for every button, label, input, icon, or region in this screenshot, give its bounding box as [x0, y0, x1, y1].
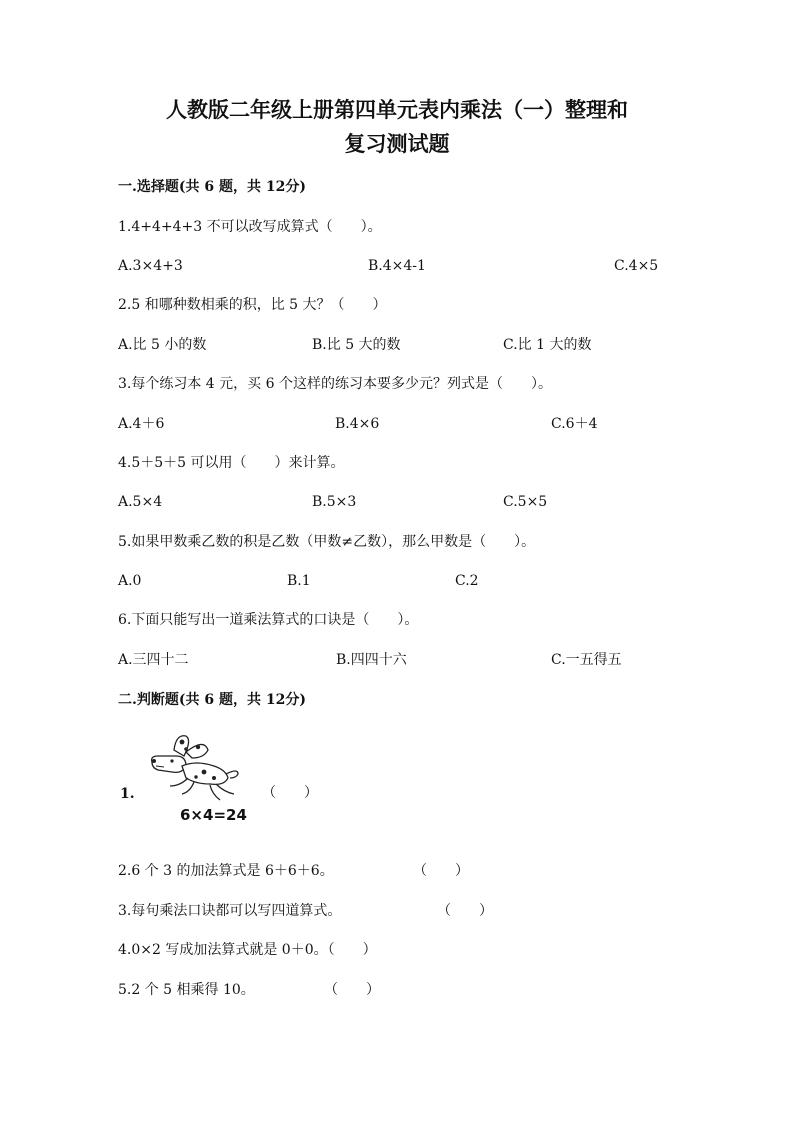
q2-option-b: B.比 5 大的数 — [312, 337, 401, 353]
judge-3: 3.每句乘法口诀都可以写四道算式。 — [118, 903, 342, 919]
judge-3-blank: （ ） — [437, 903, 493, 919]
question-3: 3.每个练习本 4 元，买 6 个这样的练习本要多少元？列式是（ ）。 — [118, 376, 552, 392]
q5-option-b: B.1 — [287, 573, 311, 589]
q2-option-a: A.比 5 小的数 — [118, 337, 207, 353]
question-2: 2.5 和哪种数相乘的积，比 5 大？（ ） — [118, 297, 387, 313]
q5-option-a: A.0 — [118, 573, 142, 589]
q6-option-c: C.一五得五 — [551, 652, 622, 668]
judge-2-blank: （ ） — [413, 863, 469, 879]
q2-option-c: C.比 1 大的数 — [503, 337, 592, 353]
judge-5: 5.2 个 5 相乘得 10。 — [118, 982, 255, 998]
q1-option-a: A.3×4+3 — [118, 258, 183, 274]
q3-option-c: C.6＋4 — [551, 416, 598, 432]
dog-image — [146, 730, 246, 805]
judge-1-blank: （ ） — [262, 785, 318, 801]
judge-4: 4.0×2 写成加法算式就是 0＋0。（ ） — [118, 942, 377, 958]
page-title: 人教版二年级上册第四单元表内乘法（一）整理和 — [166, 97, 628, 122]
q3-option-b: B.4×6 — [335, 416, 380, 432]
q4-option-a: A.5×4 — [118, 494, 163, 510]
q6-option-a: A.三四十二 — [118, 652, 189, 668]
q3-option-a: A.4＋6 — [118, 416, 165, 432]
q4-option-c: C.5×5 — [503, 494, 548, 510]
q6-option-b: B.四四十六 — [336, 652, 407, 668]
question-6: 6.下面只能写出一道乘法算式的口诀是（ ）。 — [118, 612, 419, 628]
q5-option-c: C.2 — [455, 573, 479, 589]
judge-2: 2.6 个 3 的加法算式是 6＋6＋6。 — [118, 863, 334, 879]
question-1: 1.4+4+4+3 不可以改写成算式（ ）。 — [118, 219, 382, 235]
q1-option-c: C.4×5 — [614, 258, 659, 274]
q4-option-b: B.5×3 — [312, 494, 357, 510]
page-title-line2: 复习测试题 — [344, 131, 450, 156]
section-choice-heading: 一.选择题(共 6 题，共 12分) — [118, 179, 306, 195]
section-judge-heading: 二.判断题(共 6 题，共 12分) — [118, 692, 306, 708]
question-4: 4.5＋5＋5 可以用（ ）来计算。 — [118, 455, 345, 471]
q1-option-b: B.4×4-1 — [368, 258, 426, 274]
judge-1-formula: 6×4=24 — [180, 806, 247, 824]
judge-5-blank: （ ） — [324, 982, 380, 998]
judge-1-number: 1. — [120, 786, 135, 802]
question-5: 5.如果甲数乘乙数的积是乙数（甲数≠乙数），那么甲数是（ ）。 — [118, 534, 536, 550]
